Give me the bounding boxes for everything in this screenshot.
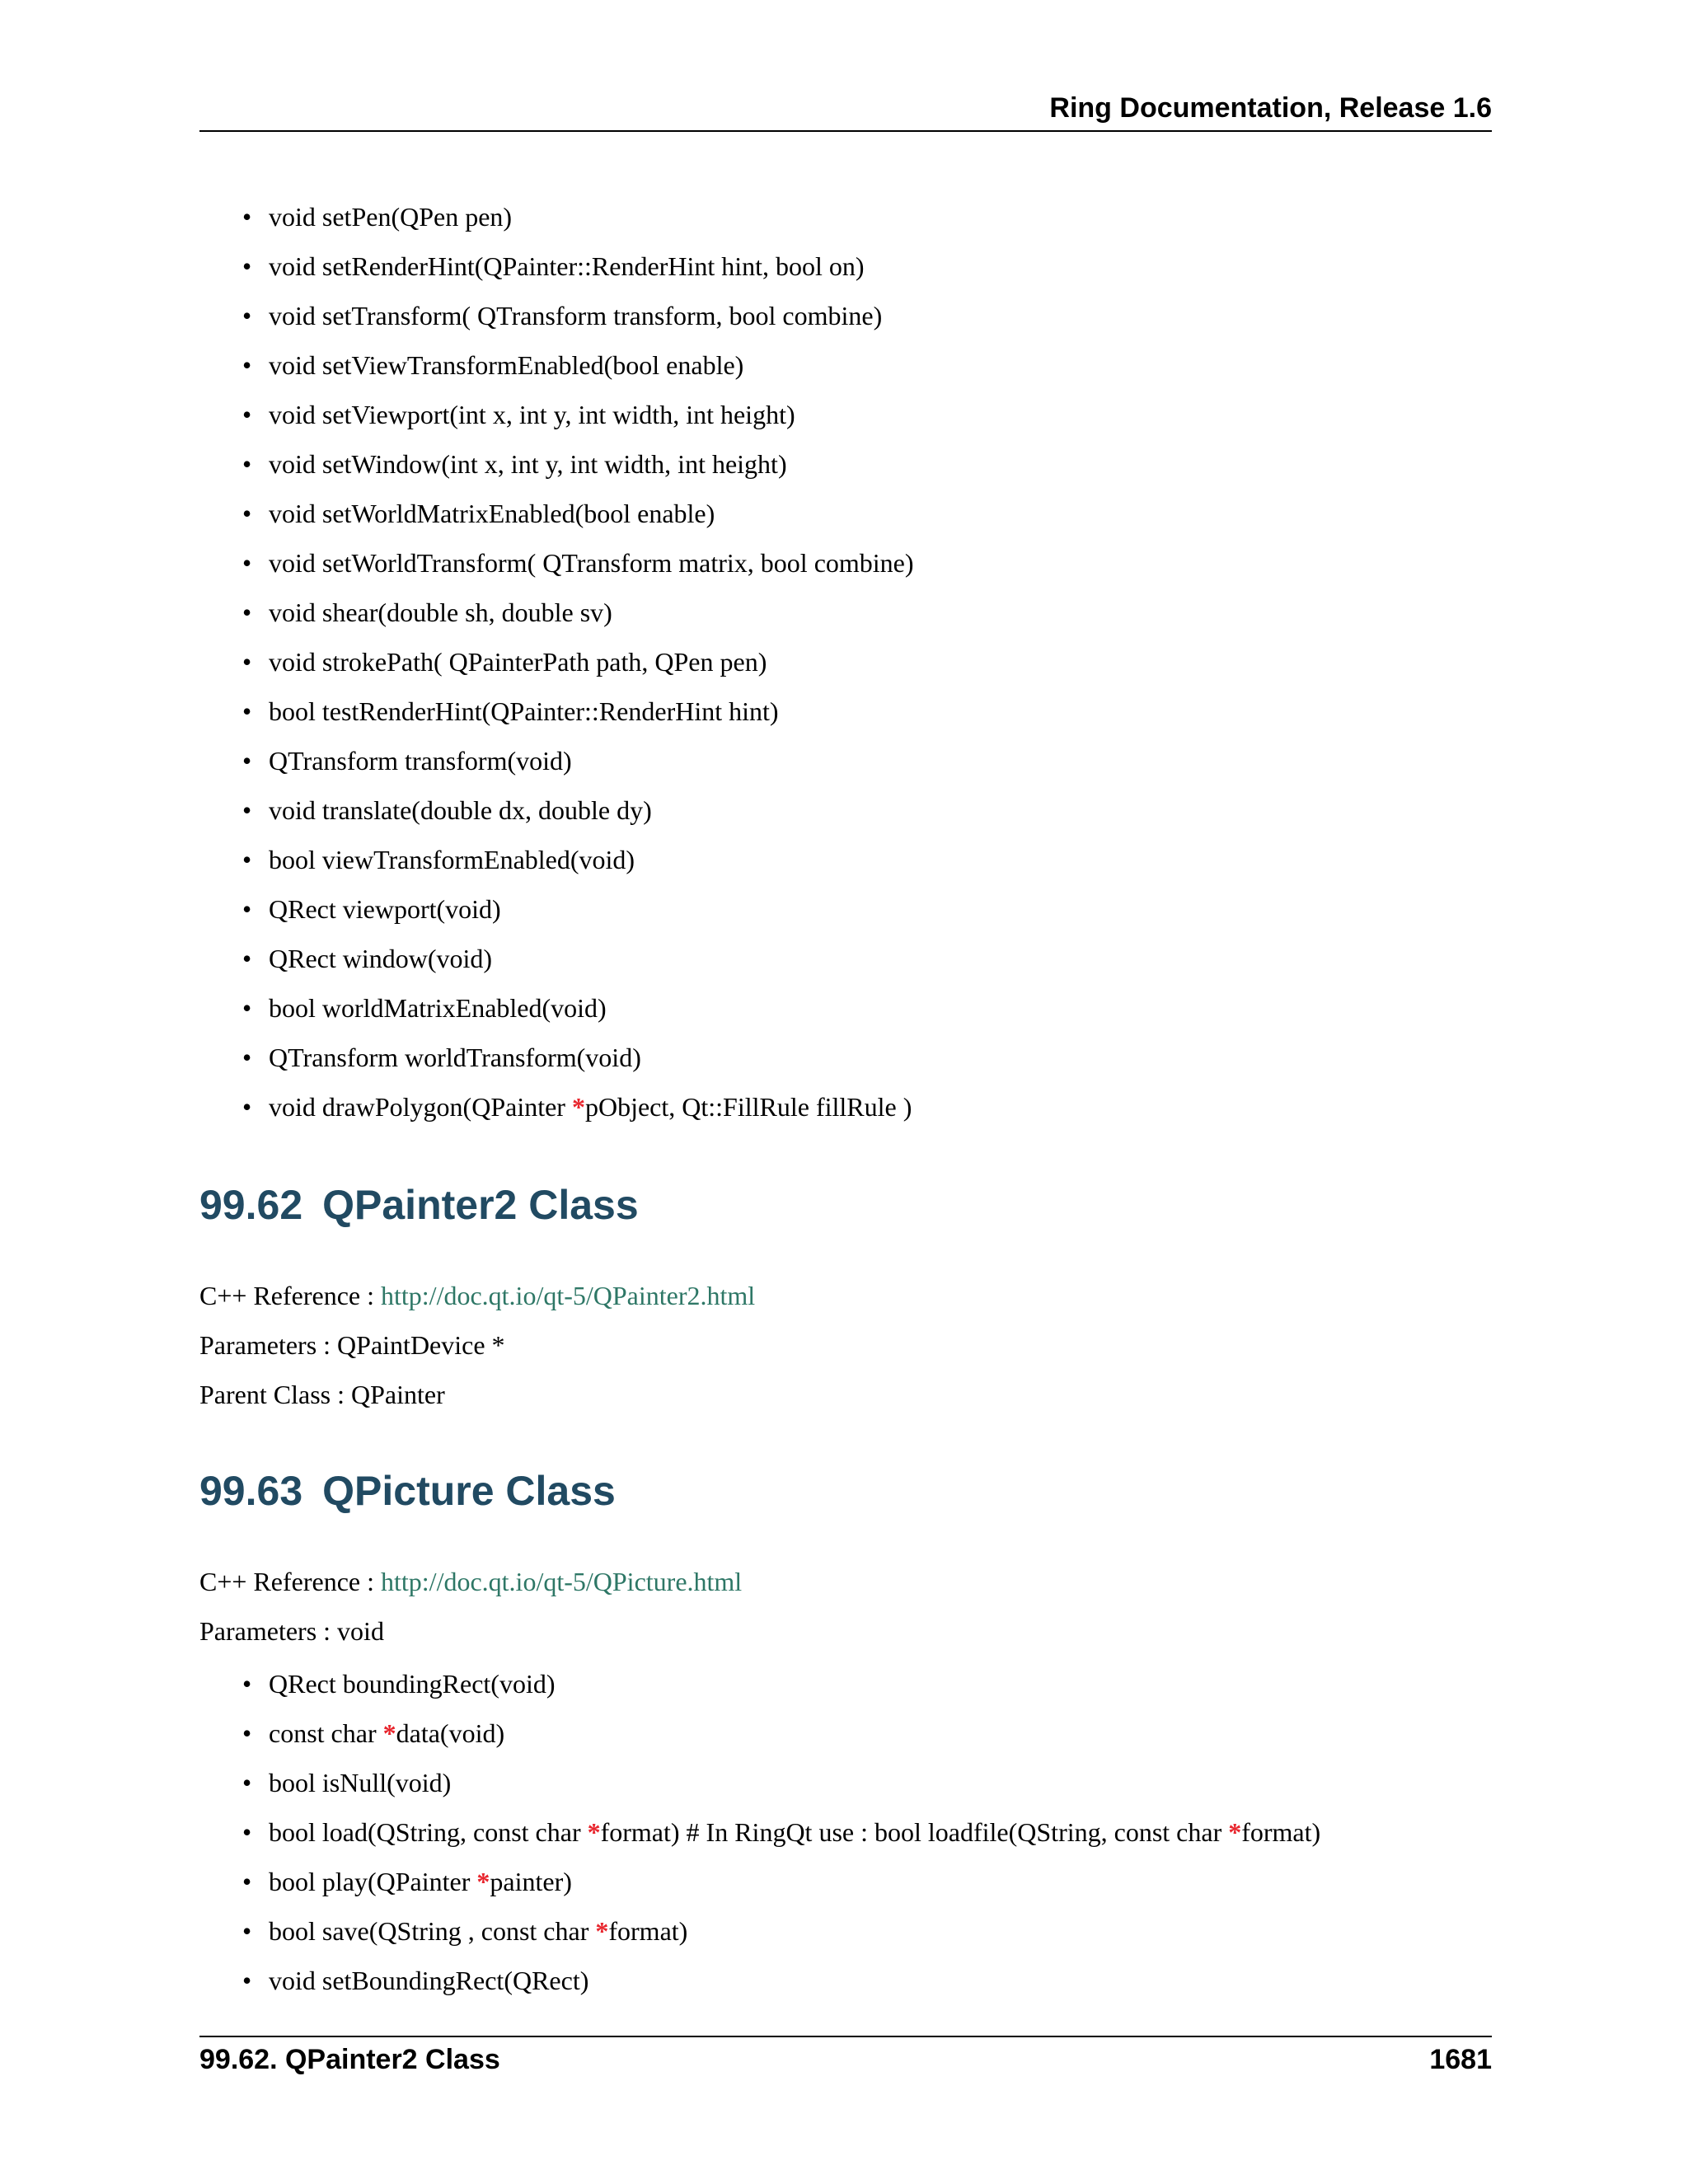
list-item bbox=[242, 1906, 1479, 1956]
section-title: QPainter2 Class bbox=[322, 1182, 639, 1228]
section-heading-qpicture bbox=[199, 1467, 616, 1515]
list-item bbox=[242, 489, 1479, 538]
list-item bbox=[242, 785, 1479, 835]
method-text: bool load(QString, const char bbox=[269, 1817, 588, 1847]
method-text: void shear(double sh, double sv) bbox=[269, 598, 612, 627]
section-number: 99.63 bbox=[199, 1468, 303, 1514]
qpainter2-reference-link[interactable]: http://doc.qt.io/qt-5/QPainter2.html bbox=[381, 1281, 756, 1310]
bullet-icon: • bbox=[242, 696, 252, 726]
bullet-icon: • bbox=[242, 1768, 252, 1797]
method-text: void setRenderHint(QPainter::RenderHint hint, bool on) bbox=[269, 251, 865, 281]
method-text: void setViewport(int x, int y, int width, int height) bbox=[269, 400, 795, 429]
qpicture-cpp-reference bbox=[199, 1565, 742, 1598]
running-header: Ring Documentation, Release 1.6 bbox=[1049, 92, 1492, 124]
list-item bbox=[242, 1033, 1479, 1082]
cpp-reference-label: C++ Reference : bbox=[199, 1281, 381, 1310]
qpainter2-cpp-reference bbox=[199, 1279, 755, 1312]
bullet-icon: • bbox=[242, 301, 252, 330]
method-text: bool isNull(void) bbox=[269, 1768, 452, 1797]
bullet-icon: • bbox=[242, 746, 252, 776]
list-item bbox=[242, 934, 1479, 983]
method-text: void strokePath( QPainterPath path, QPen pen) bbox=[269, 647, 767, 677]
method-text: painter) bbox=[490, 1867, 572, 1896]
method-text: void setWorldMatrixEnabled(bool enable) bbox=[269, 499, 715, 528]
bullet-icon: • bbox=[242, 894, 252, 924]
list-item bbox=[242, 241, 1479, 291]
list-item bbox=[242, 687, 1479, 736]
list-item bbox=[242, 1758, 1479, 1807]
qpicture-reference-link[interactable]: http://doc.qt.io/qt-5/QPicture.html bbox=[381, 1567, 743, 1596]
qpainter2-parameters: Parameters : QPaintDevice * bbox=[199, 1330, 505, 1360]
list-item bbox=[242, 736, 1479, 785]
bullet-icon: • bbox=[242, 993, 252, 1023]
footer-page-number: 1681 bbox=[1429, 2044, 1492, 2075]
bullet-icon: • bbox=[242, 1043, 252, 1072]
bullet-icon: • bbox=[242, 845, 252, 874]
method-text: void setBoundingRect(QRect) bbox=[269, 1966, 589, 1995]
list-item bbox=[242, 192, 1479, 241]
method-text: void setViewTransformEnabled(bool enable) bbox=[269, 350, 744, 380]
method-text: QRect boundingRect(void) bbox=[269, 1669, 556, 1699]
method-text: void setPen(QPen pen) bbox=[269, 202, 513, 232]
list-item bbox=[242, 983, 1479, 1033]
method-text: pObject, Qt::FillRule fillRule ) bbox=[584, 1092, 912, 1122]
list-item bbox=[242, 1659, 1479, 1708]
cpp-reference-label: C++ Reference : bbox=[199, 1567, 381, 1596]
method-text: format) bbox=[1241, 1817, 1321, 1847]
list-item bbox=[242, 1708, 1479, 1758]
list-item bbox=[242, 291, 1479, 340]
pointer-star: * bbox=[587, 1817, 601, 1847]
method-text: void drawPolygon(QPainter bbox=[269, 1092, 572, 1122]
method-text: bool play(QPainter bbox=[269, 1867, 477, 1896]
bullet-icon: • bbox=[242, 1718, 252, 1748]
bullet-icon: • bbox=[242, 548, 252, 578]
method-text: bool viewTransformEnabled(void) bbox=[269, 845, 635, 874]
method-text: void translate(double dx, double dy) bbox=[269, 795, 652, 825]
bullet-icon: • bbox=[242, 1916, 252, 1946]
pointer-star: * bbox=[571, 1092, 585, 1122]
bullet-icon: • bbox=[242, 795, 252, 825]
pointer-star: * bbox=[595, 1916, 609, 1946]
footer-rule bbox=[199, 2036, 1492, 2037]
list-item bbox=[242, 835, 1479, 884]
list-item bbox=[242, 439, 1479, 489]
list-item bbox=[242, 637, 1479, 687]
method-text: QTransform worldTransform(void) bbox=[269, 1043, 641, 1072]
method-text: format) bbox=[608, 1916, 688, 1946]
list-item bbox=[242, 588, 1479, 637]
list-item bbox=[242, 1857, 1479, 1906]
list-item bbox=[242, 884, 1479, 934]
list-item bbox=[242, 340, 1479, 390]
bullet-icon: • bbox=[242, 400, 252, 429]
bullet-icon: • bbox=[242, 202, 252, 232]
list-item bbox=[242, 538, 1479, 588]
method-text: QTransform transform(void) bbox=[269, 746, 572, 776]
method-text: QRect window(void) bbox=[269, 944, 493, 973]
document-page bbox=[199, 0, 1492, 2184]
method-text: bool worldMatrixEnabled(void) bbox=[269, 993, 607, 1023]
bullet-icon: • bbox=[242, 350, 252, 380]
qpainter-methods-list bbox=[242, 192, 1479, 1132]
qpicture-methods-list bbox=[242, 1659, 1479, 2005]
method-text: void setTransform( QTransform transform, bool combine) bbox=[269, 301, 883, 330]
pointer-star: * bbox=[382, 1718, 396, 1748]
method-text: data(void) bbox=[396, 1718, 505, 1748]
method-text: bool testRenderHint(QPainter::RenderHint hint) bbox=[269, 696, 779, 726]
footer-section: 99.62. QPainter2 Class bbox=[199, 2044, 500, 2075]
bullet-icon: • bbox=[242, 944, 252, 973]
header-rule bbox=[199, 130, 1492, 132]
method-text: void setWindow(int x, int y, int width, int height) bbox=[269, 449, 787, 479]
section-title: QPicture Class bbox=[322, 1468, 616, 1514]
method-text: QRect viewport(void) bbox=[269, 894, 501, 924]
section-heading-qpainter2 bbox=[199, 1181, 639, 1229]
bullet-icon: • bbox=[242, 598, 252, 627]
method-text: format) # In RingQt use : bool loadfile(QString, const char bbox=[600, 1817, 1229, 1847]
bullet-icon: • bbox=[242, 251, 252, 281]
bullet-icon: • bbox=[242, 1817, 252, 1847]
pointer-star: * bbox=[1228, 1817, 1242, 1847]
bullet-icon: • bbox=[242, 499, 252, 528]
method-text: void setWorldTransform( QTransform matrix, bool combine) bbox=[269, 548, 914, 578]
bullet-icon: • bbox=[242, 1966, 252, 1995]
qpainter2-parent-class: Parent Class : QPainter bbox=[199, 1380, 445, 1409]
bullet-icon: • bbox=[242, 1092, 252, 1122]
section-number: 99.62 bbox=[199, 1182, 303, 1228]
bullet-icon: • bbox=[242, 1669, 252, 1699]
method-text: const char bbox=[269, 1718, 383, 1748]
qpicture-parameters: Parameters : void bbox=[199, 1616, 384, 1646]
pointer-star: * bbox=[476, 1867, 490, 1896]
method-text: bool save(QString , const char bbox=[269, 1916, 596, 1946]
list-item bbox=[242, 1082, 1479, 1132]
bullet-icon: • bbox=[242, 647, 252, 677]
list-item bbox=[242, 1807, 1479, 1857]
bullet-icon: • bbox=[242, 1867, 252, 1896]
list-item bbox=[242, 390, 1479, 439]
list-item bbox=[242, 1956, 1479, 2005]
bullet-icon: • bbox=[242, 449, 252, 479]
